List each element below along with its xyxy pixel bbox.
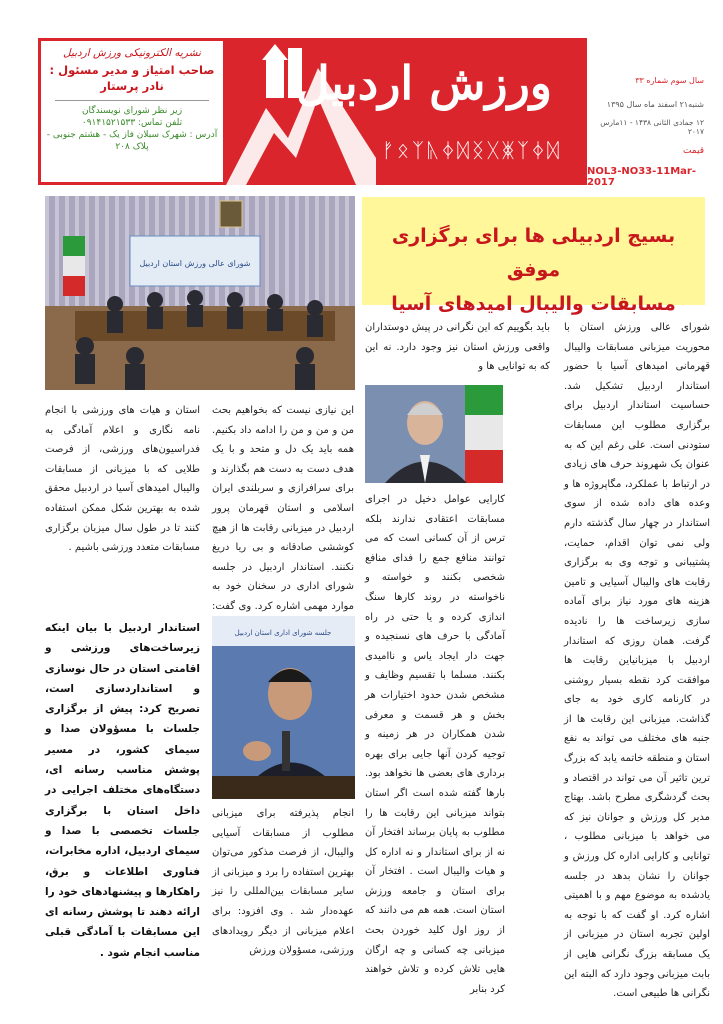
column-4-top-text: استان و هیات های ورزشی با انجام نامه نگاری و اعلام آمادگی به فدراسیون‌های ورزشی، از فرصت طلایی که با میزبانی از مسابقات والیبال امیدهای آسیا در اردبیل محقق شده به بهترین شکل ممکن استفاده کنند تا در طول سال میزبان برگزاری مسابقات متعدد ورزشی باشیم . — [45, 405, 200, 554]
column-2-top-text: باید بگوییم که این نگرانی در پیش دوستداران واقعی ورزش استان نیز وجود دارد. نه این که به توانایی ها و — [365, 322, 550, 373]
article-column-2-top — [365, 318, 550, 377]
column-3-top-text: این نیازی نیست که بخواهیم بحث من و من و من را ادامه داد بکنیم. همه باید یک دل و متحد و با یک هدف دست به دست هم بگذارند و برای سرافرازی و سربلندی ایران اسلامی و استان قهرمان پرور اردبیل در میزبانی رقابت ها از هیچ کوششی صادقانه و بی ریا دریغ نکنند. استاندار اردبیل در جلسه شورای اداری در سخنان خود به موارد مهمی اشاره کرد. وی گفت: — [212, 405, 354, 612]
speaker-image — [212, 616, 355, 799]
meeting-banner: شورای عالی ورزش استان اردبیل — [139, 259, 251, 268]
column-1-text: شورای عالی ورزش استان با محوریت میزبانی مسابقات والیبال قهرمانی امیدهای آسیا با حضور استاندار اردبیل تشکیل شد. حساسیت استاندار اردبیل برای برگزاری مطلوب این مسابقات ستودنی است. علی رغم این که به عنوان یک شهروند حرف های زیادی در ارتباط با عملکرد، مگاپروژه ها و وعده های داده شده از سوی استاندار در چهار سال گذشته دارم ولی نمی توان اقدام، حمایت، پشتیبانی و توجه وی به برگزاری رقابت های والیبال آسیایی و تامین هزینه های مورد نیاز برای آماده سازی زیرساخت ها را نادیده گرفت. همان روزی که استاندار اردبیل با میزبانیاین رقابت ها موافقت کرد نقطه بسیار روشنی در کارنامه کاری خود به جای گذاشت. میزبانی این رقابت ها از جنبه های مختلف می تواند به نفع استان و منطقه خاتمه یابد که بزرگ ترین تاثیر آن می تواند در اقتصاد و بحث گردشگری مطرح باشد. بهتاج مدیر کل ورزش و جوانان نیز که می خواهد با میزبانی مطلوب ، توانایی و کارایی اداره کل ورزش و جوانان را نشان بدهد در جلسه یادشده به موضوع مهم و با اهمیتی اشاره کرد. او گفت که با توجه به اولین تجربه استان در میزبانی از یک مسابقه بزرگ نگرانی هایی از بابت میزبانی وجود دارد که البته این نگرانی ها طبیعی است. — [563, 322, 710, 1000]
masthead — [226, 38, 712, 185]
article-column-1 — [564, 318, 710, 1004]
divider — [55, 100, 209, 101]
publisher-info-box — [38, 38, 226, 185]
editorial-board: زیر نظر شورای نویسندگان — [81, 106, 183, 116]
meeting-photo — [45, 196, 355, 390]
article-column-4-bottom — [45, 618, 200, 963]
headline-line-2: مسابقات والیبال امیدهای آسیا — [391, 293, 676, 315]
article-headline — [362, 197, 705, 315]
speaker-photo — [212, 616, 355, 799]
decorative-pattern: ᚠᛟᛉᚣᛄᛞᛝᚷᛤᛉᛄᛞ — [382, 138, 562, 162]
article-column-3-bottom — [212, 804, 354, 961]
column-4-bottom-text: استاندار اردبیل با بیان اینکه زیرساخت‌های ورزشی و اقامتی استان در حال نوسازی و استانداردسازی است، تصریح کرد: پیش از برگزاری جلسات با مسؤولان صدا و سیمای کشور، در مسیر پوشش مناسب رسانه ای، دستگاه‌های مختلف اجرایی در داخل استان با برگزاری جلسات تخصصی با صدا و سیمای اردبیل، اداره مخابرات، فناوری اطلاعات و برق، راهکارها و پیشنهادهای خود را ارائه دهند تا پوشش رسانه ای این مسابقات با آمادگی قبلی مناسب انجام شود . — [45, 622, 200, 959]
phone: تلفن تماس: ۰۹۱۴۱۵۲۱۵۳۳ — [81, 118, 183, 128]
owner-name: نادر پرستار — [100, 79, 164, 93]
masthead-title: ورزش اردبیل — [296, 56, 552, 110]
column-3-bottom-text: انجام پذیرفته برای میزبانی مطلوب از مسابقات آسیایی والیبال، از فرصت مذکور می‌توان بهترین استفاده را برد و میزبانی از سایر مسابقات بین‌المللی را نیز عهده‌دار شد . وی افزود: برای اعلام میزبانی از دیگر رویدادهای ورزشی، مسؤولان ورزش — [212, 808, 354, 957]
issue-code: NOL3-NO33-11Mar-2017 — [587, 166, 696, 185]
speaker-banner: جلسه شورای اداری استان اردبیل — [234, 629, 332, 637]
issue-info-panel — [587, 38, 712, 185]
owner-label: صاحب امتیاز و مدیر مسئول : — [49, 63, 215, 77]
year-issue: سال سوم شماره ۳۳ — [635, 76, 704, 85]
date-hijri: ۱۲ جمادی الثانی ۱۴۳۸ - ۱۱مارس ۲۰۱۷ — [600, 118, 704, 136]
portrait-frame-icon — [220, 201, 242, 227]
meeting-photo-image — [45, 196, 355, 390]
article-column-4-top — [45, 401, 200, 558]
article-column-3-top — [212, 401, 354, 636]
address-line-1: آدرس : شهرک سبلان فاز یک - هشتم جنوبی - — [46, 130, 218, 140]
publication-name: نشریه الکترونیکی ورزش اردبیل — [63, 47, 201, 59]
price-label: قیمت — [682, 146, 704, 156]
date-persian: شنبه۲۱ اسفند ماه سال ۱۳۹۵ — [606, 100, 704, 109]
portrait-image — [365, 385, 503, 483]
address-line-2: پلاک ۲۰۸ — [115, 142, 149, 152]
governor-portrait-photo — [365, 385, 503, 483]
column-2-bottom-text: کارایی عوامل دخیل در اجرای مسابقات اعتقادی ندارند بلکه ترس از آن کسانی است که می توانند منافع جمع را فدای منافع شخصی بکنند و خواسته و ناخواسته در روند کارها سنگ اندازی کرده و یا حتی در راه آمادگی با حرف های نسنجیده و جهت دار ایجاد یاس و ناامیدی بکنند. مسلما با تقسیم وظایف و مشخص شدن حدود اختیارات هر بخش و هر قسمت و معرفی شدن همکاران در هر زمینه و توجیه کردن آنها جایی برای بهره برداری های بعضی ها نخواهد بود. بارها گفته شده است اگر استان بتواند میزبانی این رقابت ها را مطلوب به پایان برساند افتخار آن نه از برای استاندار و نه اداره کل و هیات والیبال است . افتخار آن برای استان و جامعه ورزش استان است. همه هم می دانند که از روز اول کلید خوردن بحث میزبانی چه کسانی و چه ارگان هایی تلاش کرده و تلاش خواهند کرد بنابر — [365, 494, 505, 995]
article-column-2-bottom — [365, 490, 505, 999]
headline-line-1: بسیج اردبیلی ها برای برگزاری موفق — [391, 225, 676, 281]
